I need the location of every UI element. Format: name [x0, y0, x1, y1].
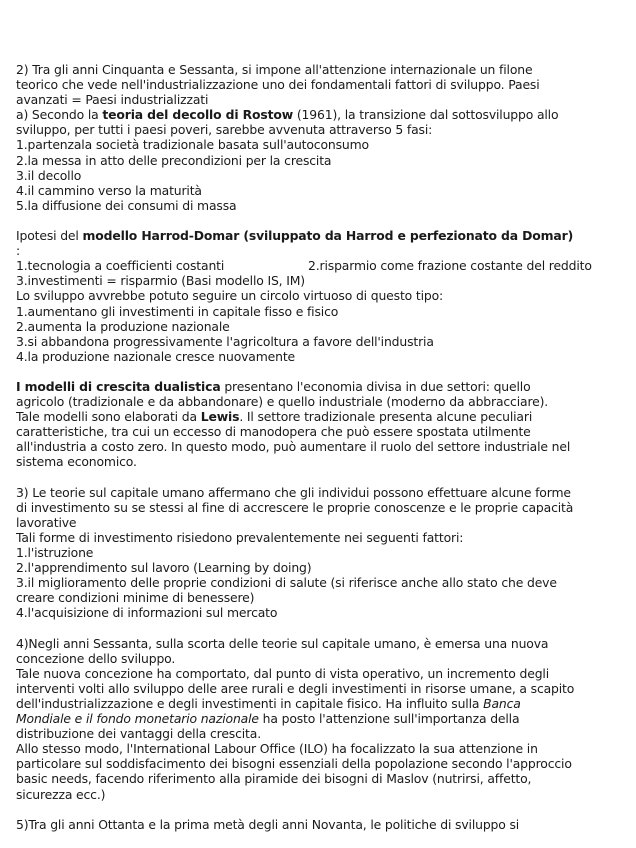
para-4-line-6: Mondiale e il fondo monetario nazionale ha posto l'attenzione sull'importanza della: [16, 711, 520, 727]
dual-line-2: agricolo (tradizionale e da abbandonare) e quello industriale (moderno da abbracciare).: [16, 394, 549, 410]
para-2-line-1: 2) Tra gli anni Cinquanta e Sessanta, si impone all'attenzione internazionale un filone: [16, 62, 533, 77]
circle-item: 2.aumenta la produzione nazionale: [16, 318, 230, 334]
rostow-bold: teoria del decollo di Rostow: [102, 107, 294, 123]
harrod-domar-colon: :: [16, 243, 21, 259]
hd-item: 3.investimenti = risparmio (Basi modello IS, IM): [16, 273, 305, 289]
dual-line-5: all'industria a costo zero. In questo modo, può aumentare il ruolo del settore industriale nel: [16, 439, 571, 455]
phase-item: 3.il decollo: [16, 167, 82, 183]
para-4-line-11: sicurezza ecc.): [16, 786, 106, 802]
para-3-line-1: 3) Le teorie sul capitale umano affermano che gli individui possono effettuare alcune forme: [16, 484, 571, 500]
dual-line-1: I modelli di crescita dualistica presentano l'economia divisa in due settori: quello: [16, 378, 531, 394]
hd-item: 2.risparmio come frazione costante del reddito: [308, 258, 592, 274]
para-3-line-4: Tali forme di investimento risiedono prevalentemente nei seguenti fattori:: [16, 529, 464, 545]
factor-item: 1.l'istruzione: [16, 545, 94, 560]
dual-line-3: Tale modelli sono elaborati da Lewis. Il settore tradizionale presenta alcune peculiari: [16, 409, 533, 425]
factor-item: 2.l'apprendimento sul lavoro (Learning by doing): [16, 560, 312, 576]
factor-item: 4.l'acquisizione di informazioni sul mercato: [16, 605, 278, 621]
hd-item: 1.tecnologia a coefficienti costanti: [16, 258, 225, 274]
rostow-line-2: sviluppo, per tutti i paesi poveri, sarebbe avvenuta attraverso 5 fasi:: [16, 122, 433, 138]
dual-bold: I modelli di crescita dualistica: [16, 378, 221, 394]
document-page: [16, 62, 620, 832]
dual-line-4: caratteristiche, tra cui un eccesso di manodopera che può essere spostata utilmente: [16, 424, 531, 440]
phase-item: 5.la diffusione dei consumi di massa: [16, 197, 237, 213]
circle-intro: Lo sviluppo avvrebbe potuto seguire un circolo virtuoso di questo tipo:: [16, 288, 444, 304]
fmi-italic: Mondiale e il fondo monetario nazionale: [16, 711, 259, 727]
para-4-line-2: concezione dello sviluppo.: [16, 650, 176, 666]
circle-item: 1.aumentano gli investimenti in capitale fisso e fisico: [16, 303, 339, 319]
lewis-bold: Lewis: [200, 409, 240, 425]
para-4-line-8: Allo stesso modo, l'International Labour Office (ILO) ha focalizzato la sua attenzione in: [16, 741, 538, 757]
para-3-line-3: lavorative: [16, 514, 77, 530]
phase-item: 1.partenzala società tradizionale basata sull'autoconsumo: [16, 137, 369, 153]
para-5-line-1: 5)Tra gli anni Ottanta e la prima metà degli anni Novanta, le politiche di sviluppo si: [16, 816, 520, 832]
para-4-line-9: particolare sul soddisfacimento dei bisogni essenziali della popolazione secondo l'approccio: [16, 756, 572, 772]
circle-item: 3.si abbandona progressivamente l'agricoltura a favore dell'industria: [16, 333, 434, 349]
para-4-line-7: distribuzione dei vantaggi della crescita.: [16, 726, 261, 742]
factor-item: 3.il miglioramento delle proprie condizioni di salute (si riferisce anche allo stato che deve: [16, 575, 557, 591]
para-4-line-5: dell'industrializzazione e degli investimenti in capitale fisico. Ha influito sulla Banca: [16, 695, 521, 711]
para-2-line-2: teorico che vede nell'industrializzazione uno dei fondamentali fattori di sviluppo. Paesi: [16, 77, 540, 93]
banca-italic: Banca: [483, 695, 521, 711]
harrod-domar-bold: modello Harrod-Domar (sviluppato da Harrod e perfezionato da Domar): [82, 228, 574, 244]
circle-item: 4.la produzione nazionale cresce nuovamente: [16, 348, 296, 364]
phase-item: 2.la messa in atto delle precondizioni per la crescita: [16, 152, 332, 168]
para-4-line-1: 4)Negli anni Sessanta, sulla scorta delle teorie sul capitale umano, è emersa una nuova: [16, 635, 549, 651]
para-3-line-2: di investimento su se stessi al fine di accrescere le proprie conoscenze e le proprie capacità: [16, 499, 574, 515]
para-4-line-10: basic needs, facendo riferimento alla piramide dei bisogni di Maslov (nutrirsi, affetto,: [16, 771, 532, 787]
rostow-line: a) Secondo la teoria del decollo di Rostow (1961), la transizione dal sottosviluppo allo: [16, 107, 559, 123]
dual-line-6: sistema economico.: [16, 454, 137, 470]
phase-item: 4.il cammino verso la maturità: [16, 182, 202, 198]
para-2-line-3: avanzati = Paesi industrializzati: [16, 92, 209, 108]
hd-row: [16, 258, 620, 273]
para-4-line-4: interventi volti allo sviluppo delle aree rurali e degli investimenti in risorse umane, a scapito: [16, 680, 575, 696]
para-4-line-3: Tale nuova concezione ha comportato, dal punto di vista operativo, un incremento degli: [16, 665, 550, 681]
harrod-domar-heading: Ipotesi del modello Harrod-Domar (sviluppato da Harrod e perfezionato da Domar): [16, 228, 574, 244]
factor-item-cont: creare condizioni minime di benessere): [16, 590, 255, 606]
